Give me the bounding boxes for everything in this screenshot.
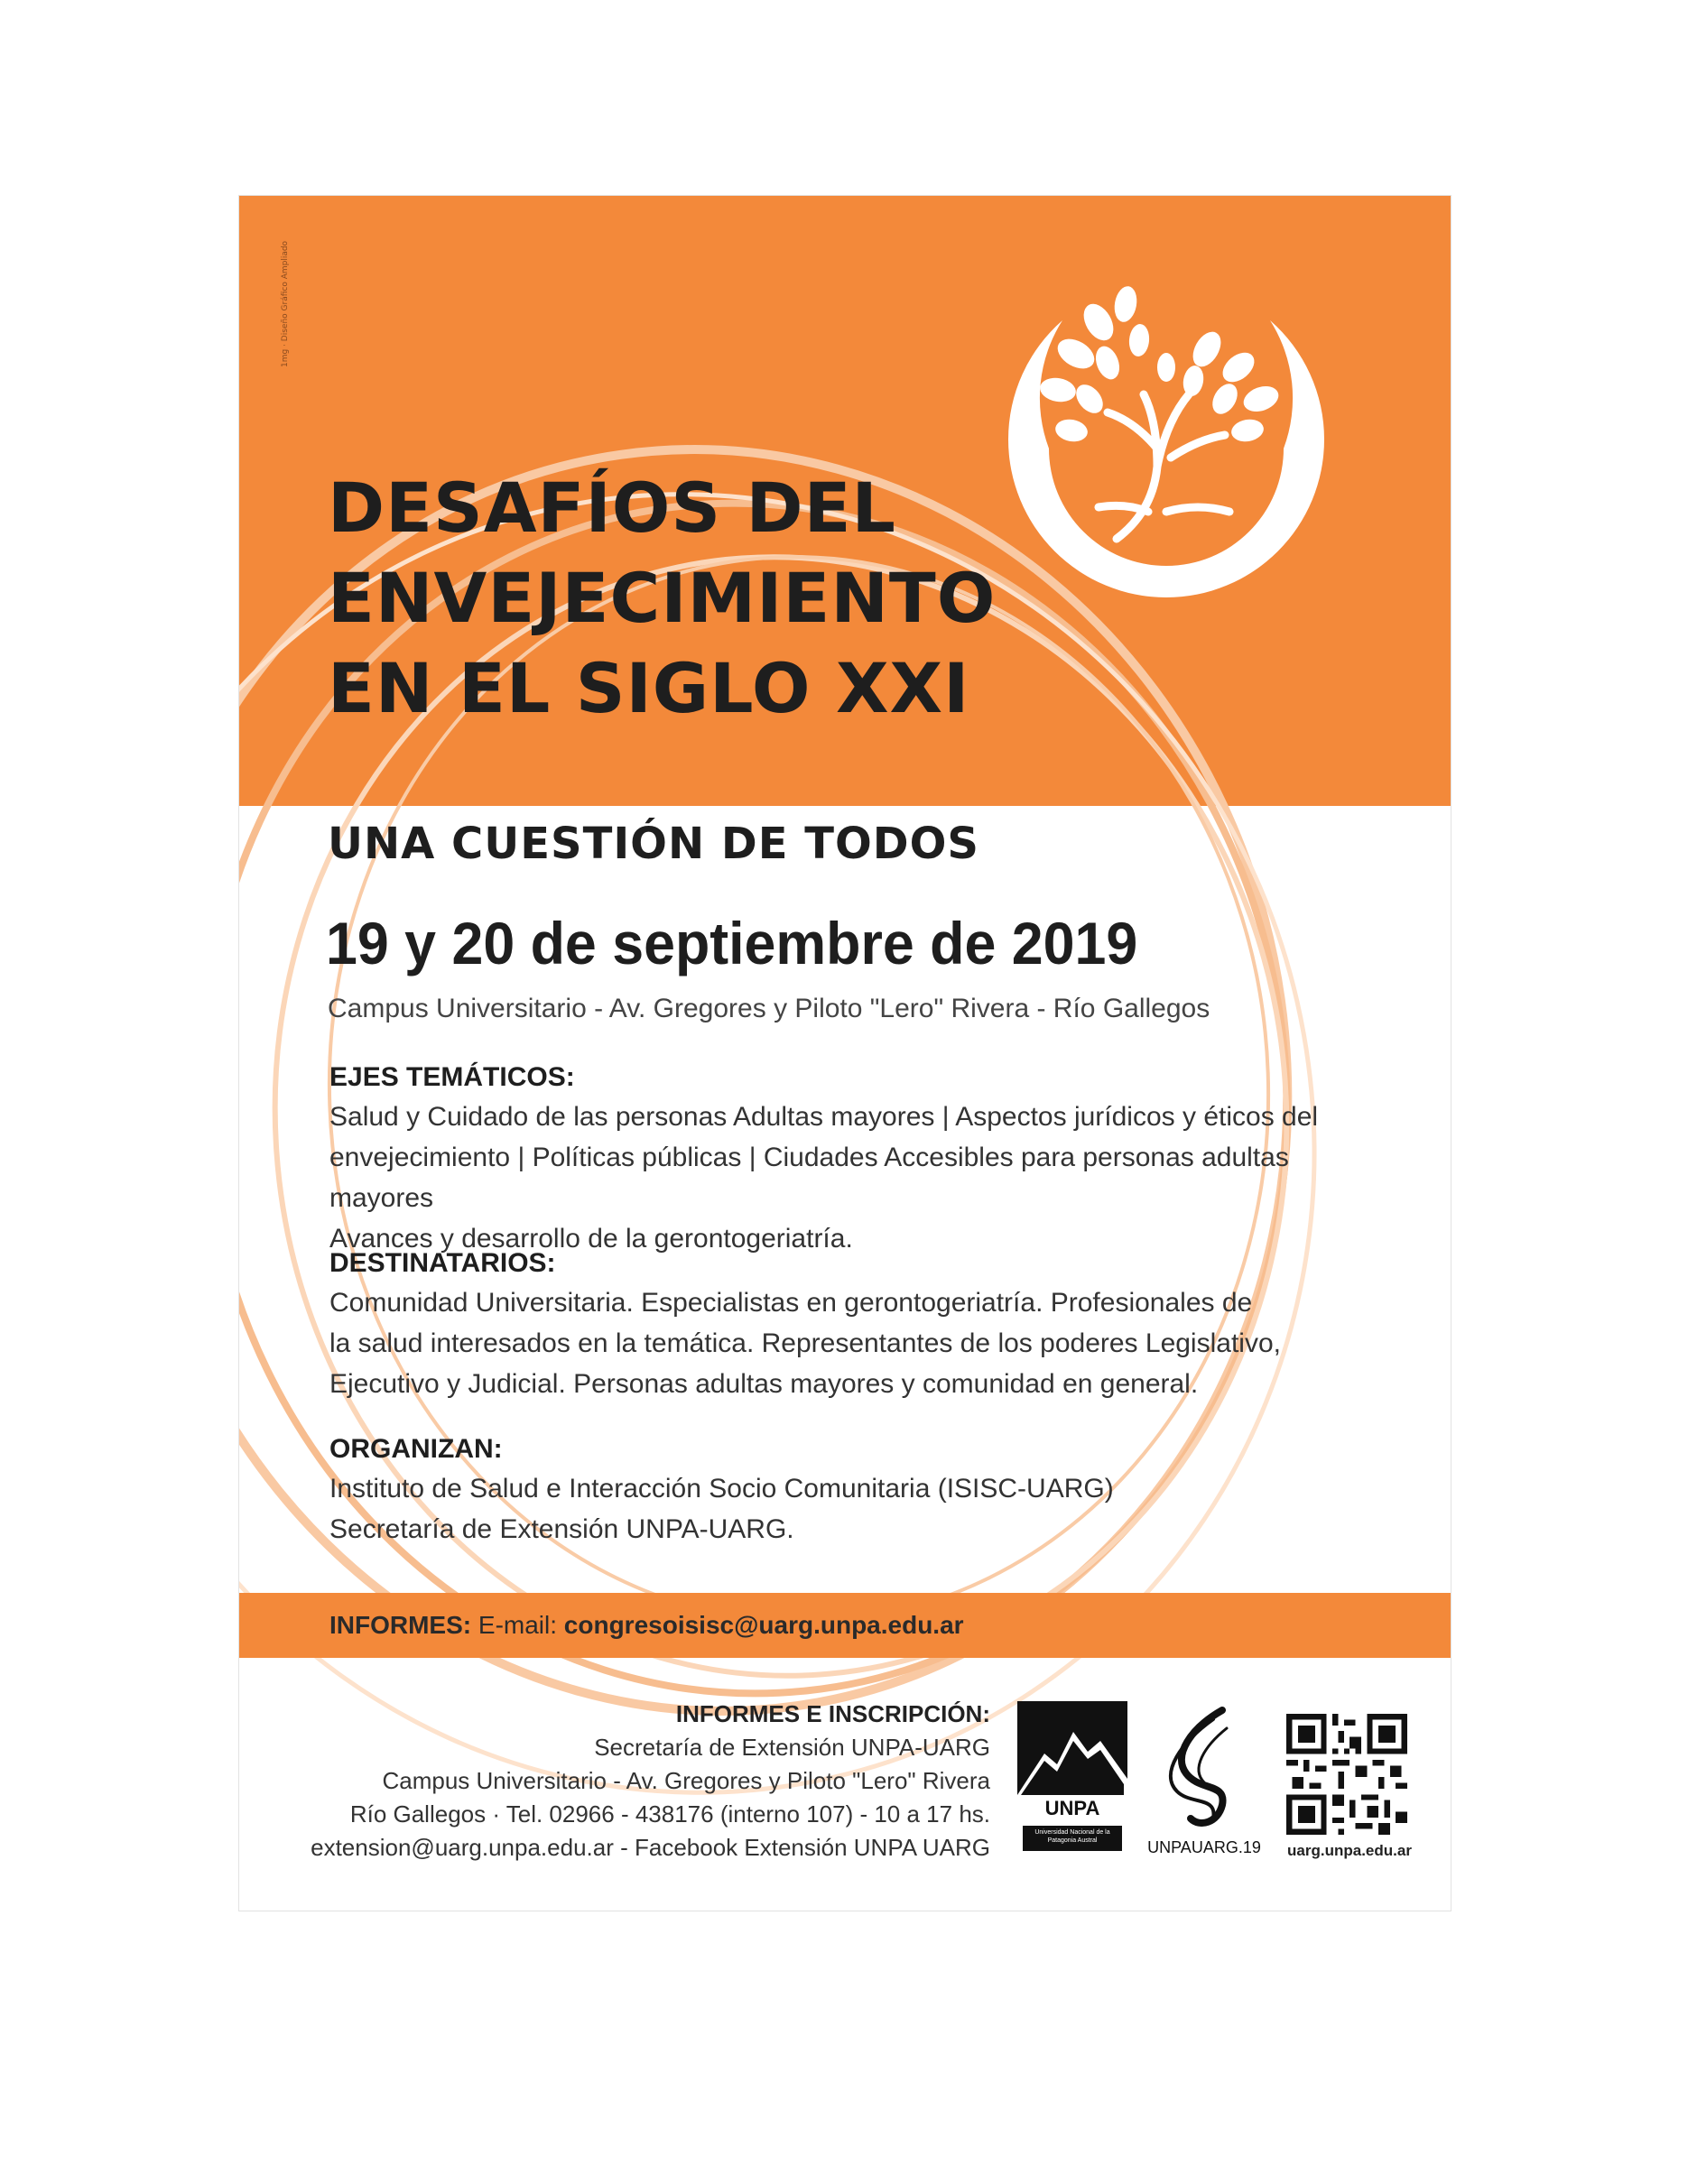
event-venue: Campus Universitario - Av. Gregores y Piloto "Lero" Rivera - Río Gallegos <box>328 994 1210 1023</box>
body-line: Comunidad Universitaria. Especialistas en gerontogeriatría. Profesionales de <box>329 1288 1253 1318</box>
body-line: envejecimiento | Políticas públicas | Ciudades Accesibles para personas adultas mayores <box>329 1143 1289 1213</box>
unpa-logo <box>1017 1701 1127 1855</box>
event-subtitle: UNA CUESTIÓN DE TODOS <box>328 819 979 869</box>
section-organizan <box>329 1434 1377 1550</box>
poster <box>238 195 1451 1911</box>
section-destinatarios <box>329 1248 1377 1404</box>
body-line: Ejecutivo y Judicial. Personas adultas mayores y comunidad en general. <box>329 1369 1199 1399</box>
footer-line: Secretaría de Extensión UNPA-UARG <box>594 1734 990 1761</box>
qr-code-icon[interactable] <box>1286 1714 1407 1835</box>
event-title <box>328 463 996 734</box>
email-label: E-mail: <box>478 1611 558 1639</box>
body-line: la salud interesados en la temática. Representantes de los poderes Legislativo, <box>329 1328 1281 1358</box>
designer-credit <box>272 214 292 376</box>
body-line: Salud y Cuidado de las personas Adultas mayores | Aspectos jurídicos y éticos del <box>329 1102 1319 1132</box>
section-heading: EJES TEMÁTICOS: <box>329 1062 575 1092</box>
footer-line: Río Gallegos · Tel. 02966 - 438176 (interno 107) - 10 a 17 hs. <box>349 1800 990 1828</box>
section-heading: ORGANIZAN: <box>329 1434 503 1464</box>
informes-email-link[interactable]: congresoisisc@uarg.unpa.edu.ar <box>563 1611 964 1639</box>
section-body <box>329 1282 1377 1404</box>
footer-line[interactable]: extension@uarg.unpa.edu.ar - Facebook Extensión UNPA UARG <box>311 1834 990 1861</box>
uarg19-label: UNPAUARG.19 <box>1147 1838 1261 1856</box>
section-body <box>329 1097 1377 1259</box>
body-line: Secretaría de Extensión UNPA-UARG. <box>329 1514 794 1544</box>
footer-line: Campus Universitario - Av. Gregores y Piloto "Lero" Rivera <box>382 1767 990 1794</box>
uarg19-logo <box>1136 1701 1272 1864</box>
tree-logo-icon <box>972 241 1360 620</box>
section-body <box>329 1468 1377 1550</box>
unpa-subtitle: Universidad Nacional de la Patagonia Austral <box>1023 1826 1122 1851</box>
swirl-icon <box>1136 1701 1272 1837</box>
informes-text <box>329 1611 964 1640</box>
body-line: Instituto de Salud e Interacción Socio Comunitaria (ISISC-UARG) <box>329 1474 1114 1504</box>
body-line: Avances y desarrollo de la gerontogeriatría. <box>329 1224 853 1254</box>
event-date: 19 y 20 de septiembre de 2019 <box>326 910 1138 976</box>
title-line: DESAFÍOS DEL <box>328 467 896 548</box>
unpa-label: UNPA <box>1044 1797 1100 1819</box>
title-line: ENVEJECIMIENTO <box>328 558 997 638</box>
section-heading: DESTINATARIOS: <box>329 1248 556 1278</box>
section-ejes-tematicos <box>329 1062 1377 1259</box>
footer-contact <box>311 1698 990 1865</box>
footer-heading: INFORMES E INSCRIPCIÓN: <box>675 1700 990 1727</box>
informes-bar <box>239 1593 1451 1658</box>
mountain-icon <box>1017 1701 1127 1795</box>
credit-text: 1mg · Diseño Gráfico Ampliado <box>281 240 290 367</box>
informes-label: INFORMES: <box>329 1611 472 1639</box>
qr-url-label[interactable]: uarg.unpa.edu.ar <box>1287 1842 1412 1859</box>
title-line: EN EL SIGLO XXI <box>328 648 970 728</box>
